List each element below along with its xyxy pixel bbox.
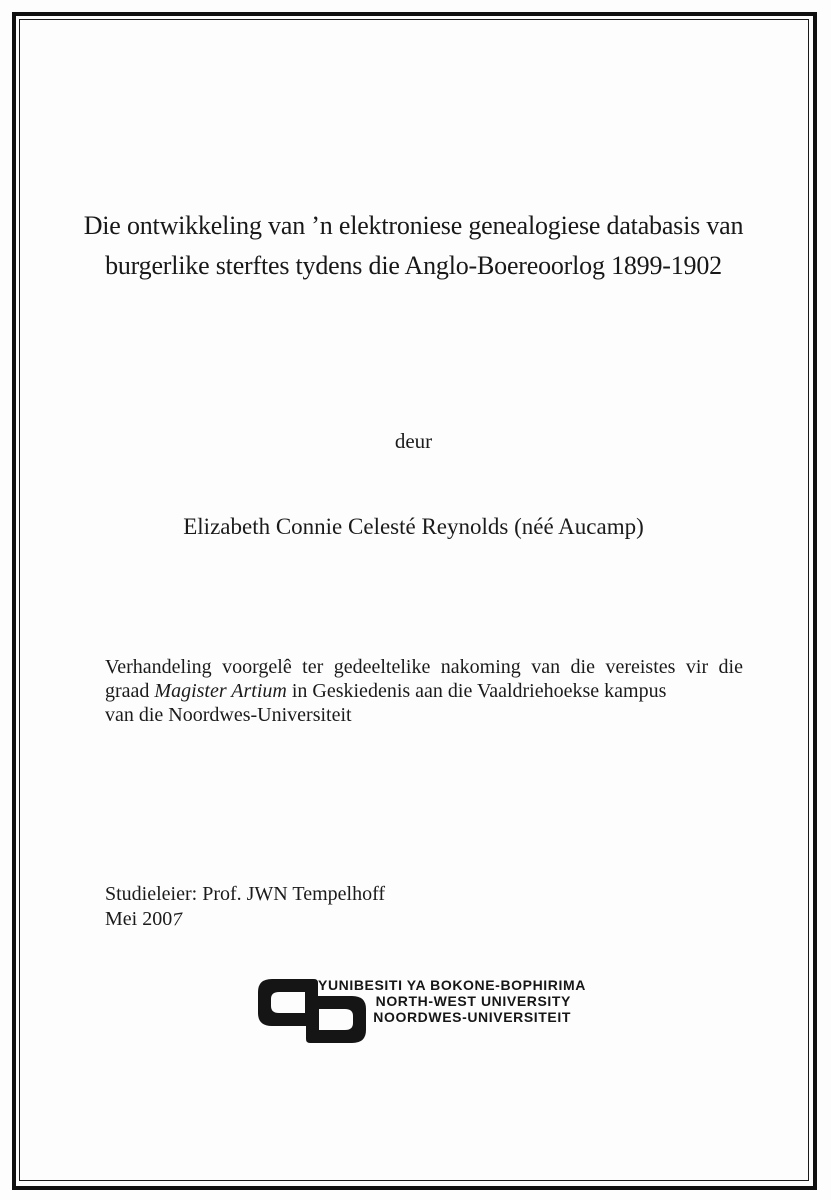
university-name-english: NORTH-WEST UNIVERSITY	[375, 993, 571, 1010]
supervisor-and-date	[105, 882, 385, 932]
degree-statement-line1: Verhandeling voorgelê ter gedeeltelike nakoming van die vereistes vir die	[105, 656, 743, 678]
date-line	[105, 907, 385, 932]
university-name-setswana: YUNIBESITI YA BOKONE-BOPHIRIMA	[318, 977, 586, 993]
supervisor-line: Studieleier: Prof. JWN Tempelhoff	[105, 883, 386, 905]
thesis-title-line2: burgerlike sterftes tydens die Anglo-Boereoorlog 1899-1902	[105, 251, 722, 280]
date-prefix: Mei 200	[105, 908, 173, 930]
author-name: Elizabeth Connie Celesté Reynolds (néé Aucamp)	[183, 514, 644, 539]
thesis-title-line1: Die ontwikkeling van ’n elektroniese genealogiese databasis van	[83, 211, 744, 240]
degree-statement-line3: van die Noordwes-Universiteit	[105, 704, 352, 726]
thesis-title	[30, 206, 797, 286]
degree-name-italic: Magister Artium	[154, 680, 287, 702]
degree-statement	[105, 655, 743, 727]
degree-statement-line2	[105, 679, 743, 703]
byline-label: deur	[394, 429, 433, 453]
degree-statement-line2-prefix: graad	[105, 680, 155, 702]
university-name-afrikaans: NOORDWES-UNIVERSITEIT	[373, 1009, 571, 1026]
university-wordmark	[318, 977, 586, 1026]
date-last-digit: 7	[171, 908, 184, 931]
degree-statement-line2-suffix: in Geskiedenis aan die Vaaldriehoekse kampus	[286, 680, 667, 702]
